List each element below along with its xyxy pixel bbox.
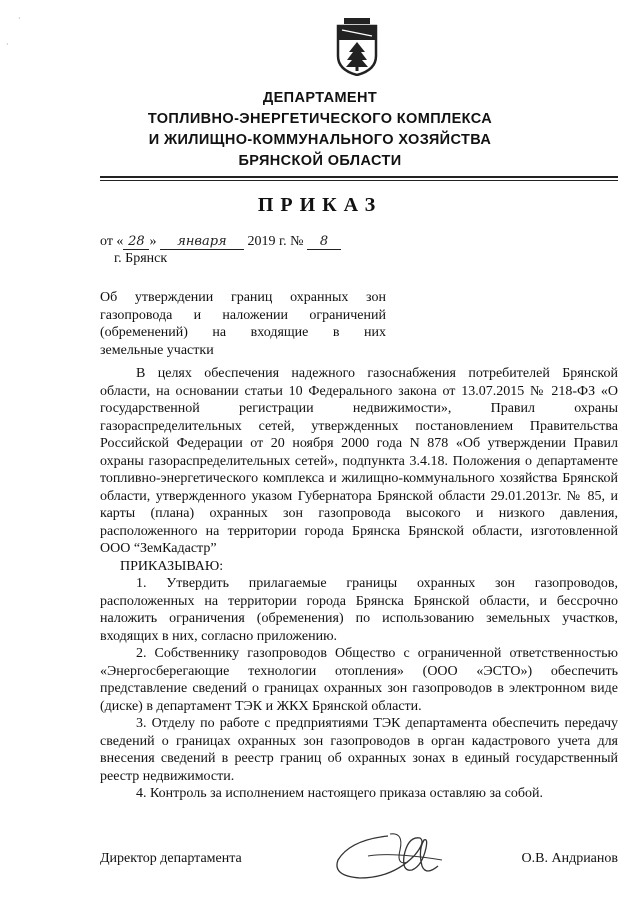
order-item: 2. Собственнику газопроводов Общество с ограниченной ответственностью «Энергосберегающие технологии отопления» (ООО «ЭСТО») обеспечить представление сведений о границах охранных зон газопроводов в электронном виде (диске) в департамент ТЭК и ЖКХ Брянской области. <box>100 646 618 714</box>
order-item: 3. Отделу по работе с предприятиями ТЭК департамента обеспечить передачу сведений о границах охранных зон газопроводов в орган кадастрового учета для внесения сведений в реестр границ об охранных зонах в единый государственный реестр недвижимости. <box>100 716 618 784</box>
handwritten-signature <box>330 826 450 886</box>
department-name <box>0 88 640 172</box>
month-handwritten: января <box>160 234 244 250</box>
scan-speck: · <box>18 14 21 23</box>
subject-line: газопровода и наложении ограничений <box>100 307 386 323</box>
bryansk-coat-of-arms-icon <box>334 18 380 76</box>
date-mid: » <box>149 234 160 249</box>
header-rule <box>100 176 618 178</box>
signer-position: Директор департамента <box>100 851 242 866</box>
year-and-number-label: 2019 г. № <box>243 234 307 249</box>
subject-block <box>100 289 386 359</box>
order-word: ПРИКАЗЫВАЮ: <box>120 558 224 574</box>
department-name-line: И ЖИЛИЩНО-КОММУНАЛЬНОГО ХОЗЯЙСТВА <box>148 132 492 148</box>
preamble-paragraph: В целях обеспечения надежного газоснабжения потребителей Брянской области, на основании статьи 10 Федерального закона от 13.07.2015 № 218-ФЗ «О государственной регистрации недвижимости», Правил охраны газораспределительных сетей, утвержденных постановлением Правительства Российской Федерации от 20 ноября 2000 года N 878 «Об утверждении Правил охраны газораспределительных сетей», подпункта 3.4.18. Положения о департаменте топливно-энергетического комплекса и жилищно-коммунального хозяйства Брянской области, утвержденного указом Губернатора Брянской области 29.01.2013г. № 85, и карты (плана) охранных зон газопровода высокого и низкого давления, расположенного на территории города Брянска Брянской области, изготовленной ООО “ЗемКадастр” <box>100 366 618 556</box>
signer-name: О.В. Андрианов <box>521 851 618 866</box>
subject-line: (обременений) на входящие в них <box>100 325 386 341</box>
order-item: 1. Утвердить прилагаемые границы охранных зон газопроводов, расположенных на территории города Брянска Брянской области, и бессрочно наложить ограничения (обременения) по использованию земельных участков, входящих в них, согласно приложению. <box>100 576 618 644</box>
date-line <box>100 234 341 250</box>
scan-speck: · <box>6 40 9 49</box>
number-handwritten: 8 <box>307 234 341 250</box>
subject-line: земельные участки <box>100 342 214 358</box>
department-name-line: ТОПЛИВНО-ЭНЕРГЕТИЧЕСКОГО КОМПЛЕКСА <box>147 111 493 127</box>
subject-line: Об утверждении границ охранных зон <box>100 290 386 305</box>
city: г. Брянск <box>114 251 168 266</box>
department-name-line: БРЯНСКОЙ ОБЛАСТИ <box>238 153 402 169</box>
order-item: 4. Контроль за исполнением настоящего приказа оставляю за собой. <box>136 786 544 801</box>
day-handwritten: 28 <box>123 234 149 250</box>
department-name-line: ДЕПАРТАМЕНТ <box>262 90 378 106</box>
document-title: ПРИКАЗ <box>257 194 383 216</box>
document-body <box>100 365 618 803</box>
date-prefix: от « <box>100 234 124 249</box>
header-rule <box>100 180 618 181</box>
